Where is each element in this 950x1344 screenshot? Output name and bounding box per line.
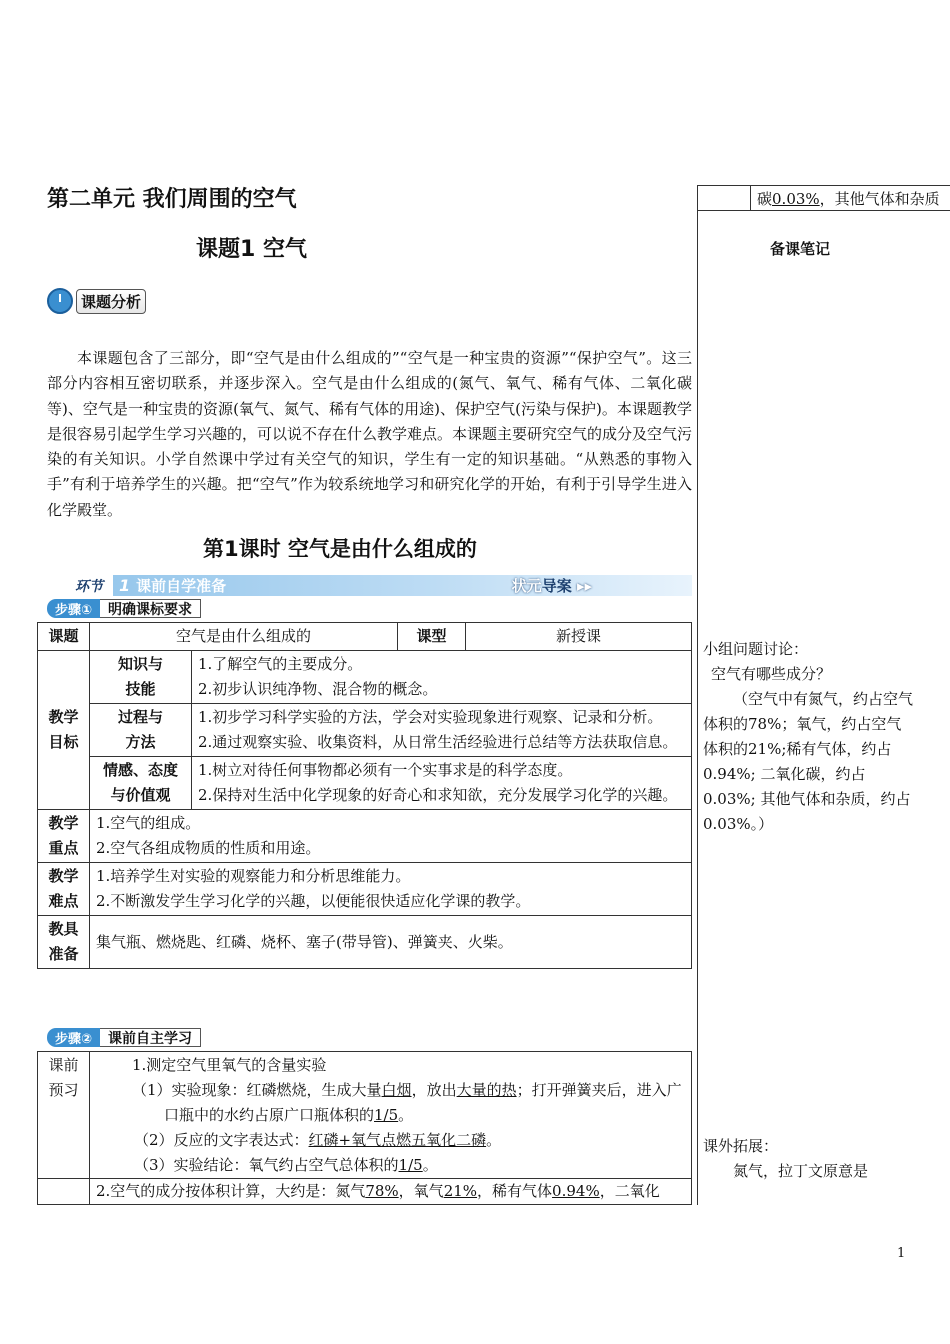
arrow-icon: ▸▸ xyxy=(576,577,592,595)
step-2-label: 课前自主学习 xyxy=(100,1028,201,1047)
knowledge-item: 1.了解空气的主要成分。 xyxy=(198,655,363,673)
prep-label: 教具准备 xyxy=(38,916,90,969)
difficult-item: 2.不断激发学生学习化学的兴趣，以便能很快适应化学课的教学。 xyxy=(96,892,531,910)
type-value: 新授课 xyxy=(466,623,692,651)
composition-answer: 78% xyxy=(365,1182,399,1200)
prep-value: 集气瓶、燃烧匙、红磷、烧杯、塞子(带导管)、弹簧夹、火柴。 xyxy=(90,916,692,969)
composition-text: 2.空气的成分按体积计算，大约是：氮气 xyxy=(96,1182,366,1200)
emotion-label: 情感、态度与价值观 xyxy=(90,757,192,810)
unit-title: 第二单元 我们周围的空气 xyxy=(47,187,297,212)
phenomenon-text: （1）实验现象：红磷燃烧，生成大量 xyxy=(132,1081,382,1099)
type-label: 课型 xyxy=(398,623,466,651)
experiment-phenomenon xyxy=(96,1078,685,1128)
discussion-answer: （空气中有氮气，约占空气体积的78%；氧气，约占空气体积的21%;稀有气体，约占0.94%; 二氧化碳，约占0.03%; 其他气体和杂质，约占0.03%。） xyxy=(703,690,914,833)
phenomenon-text: 。 xyxy=(398,1106,414,1124)
key-item: 1.空气的组成。 xyxy=(96,814,201,832)
analysis-paragraph: 本课题包含了三部分，即“空气是由什么组成的”“空气是一种宝贵的资源”“保护空气”。这三部分内容相互密切联系，并逐步深入。空气是由什么组成的(氮气、氧气、稀有气体、二氧化碳等)、空气是一种宝贵的资源(氧气、氮气、稀有气体的用途)、保护空气(污染与保护)。本课题教学是很容易引起学生学习兴趣的，可以说不存在什么教学难点。本课题主要研究空气的成分及空气污染的有关知识。小学自然课中学过有关空气的知识，学生有一定的知识基础。“从熟悉的事物入手”有利于培养学生的兴趣。把“空气”作为较系统地学习和研究化学的开始，有利于引导学生进入化学殿堂。 xyxy=(47,349,693,519)
process-item: 1.初步学习科学实验的方法，学会对实验现象进行观察、记录和分析。 xyxy=(198,708,663,726)
knowledge-item: 2.初步认识纯净物、混合物的概念。 xyxy=(198,680,438,698)
notes-heading: 备课笔记 xyxy=(770,240,831,258)
phenomenon-text: ；打开弹簧夹后，进入广口瓶中的水约占原广口瓶体积的 xyxy=(164,1081,682,1124)
preview-table xyxy=(37,1051,692,1205)
composition-text: ，二氧化 xyxy=(599,1182,660,1200)
banner-right-b: 导案 xyxy=(541,577,572,595)
extension xyxy=(703,1134,913,1184)
topic-label: 课题 xyxy=(38,623,90,651)
conclusion-text: 。 xyxy=(422,1156,438,1174)
knowledge-label: 知识与技能 xyxy=(90,651,192,704)
curriculum-table xyxy=(37,622,692,969)
banner-number: 1 xyxy=(119,576,131,595)
preview-cell xyxy=(90,1052,692,1179)
conclusion-text: （3）实验结论：氧气约占空气总体积的 xyxy=(134,1156,399,1174)
emotion-item: 2.保持对生活中化学现象的好奇心和求知欲，充分发展学习化学的兴趣。 xyxy=(198,786,678,804)
composition-text: ，氧气 xyxy=(398,1182,444,1200)
difficult-label: 教学难点 xyxy=(38,863,90,916)
goals-label: 教学目标 xyxy=(38,651,90,810)
composition-answer: 21% xyxy=(443,1182,478,1200)
key-item: 2.空气各组成物质的性质和用途。 xyxy=(96,839,321,857)
notes-column-divider xyxy=(697,185,698,1205)
equation-answer: 红磷+氧气点燃五氧化二磷 xyxy=(308,1131,487,1149)
key-cell xyxy=(90,810,692,863)
continuation-text xyxy=(751,188,940,209)
topic-value: 空气是由什么组成的 xyxy=(90,623,398,651)
group-discussion xyxy=(703,637,913,837)
composition-answer: 0.94% xyxy=(552,1182,600,1200)
experiment-conclusion xyxy=(96,1153,685,1178)
continuation-row xyxy=(697,185,950,211)
knowledge-cell xyxy=(192,651,692,704)
banner-right xyxy=(512,575,592,596)
page-number: 1 xyxy=(897,1246,906,1261)
step-2 xyxy=(47,1028,201,1047)
stage-banner xyxy=(47,575,692,596)
analysis-badge-label: 课题分析 xyxy=(76,289,146,314)
empty-cell xyxy=(38,1179,90,1205)
key-label: 教学重点 xyxy=(38,810,90,863)
preview-label: 课前预习 xyxy=(38,1052,90,1179)
discussion-question: 空气有哪些成分？ xyxy=(711,665,832,683)
banner-right-a: 状元 xyxy=(511,577,542,595)
extension-text: 氮气，拉丁文原意是 xyxy=(733,1162,869,1180)
emotion-item: 1.树立对待任何事物都必须有一个实事求是的科学态度。 xyxy=(198,761,573,779)
composition-text: ，稀有气体 xyxy=(477,1182,553,1200)
lesson-title: 课题1 空气 xyxy=(196,237,307,262)
extension-title: 课外拓展： xyxy=(703,1137,779,1155)
process-cell xyxy=(192,704,692,757)
analysis-badge xyxy=(47,288,146,314)
phenomenon-answer: 大量的热 xyxy=(456,1081,517,1099)
difficult-cell xyxy=(90,863,692,916)
section-title: 第1课时 空气是由什么组成的 xyxy=(203,537,477,561)
emotion-cell xyxy=(192,757,692,810)
continuation-part: ，其他气体和杂质 xyxy=(819,189,940,208)
continuation-label-cell xyxy=(698,186,751,210)
difficult-item: 1.培养学生对实验的观察能力和分析思维能力。 xyxy=(96,867,411,885)
process-item: 2.通过观察实验、收集资料，从日常生活经验进行总结等方法获取信息。 xyxy=(198,733,678,751)
banner-huanjie: 环节 xyxy=(47,575,113,596)
clock-icon xyxy=(47,288,73,314)
experiment-title: 1.测定空气里氧气的含量实验 xyxy=(132,1056,327,1074)
banner-title: 课前自学准备 xyxy=(136,577,227,595)
continuation-answer: 0.03% xyxy=(772,189,820,208)
process-label: 过程与方法 xyxy=(90,704,192,757)
phenomenon-answer: 1/5 xyxy=(374,1106,399,1124)
step-2-pill: 步骤② xyxy=(47,1028,100,1047)
experiment-equation xyxy=(96,1128,685,1153)
step-1-pill: 步骤① xyxy=(47,599,100,618)
equation-text: （2）反应的文字表达式： xyxy=(134,1131,309,1149)
phenomenon-answer: 白烟 xyxy=(381,1081,412,1099)
step-1 xyxy=(47,599,201,618)
discussion-title: 小组问题讨论： xyxy=(703,640,809,658)
step-1-label: 明确课标要求 xyxy=(100,599,201,618)
equation-text: 。 xyxy=(486,1131,502,1149)
composition-cell xyxy=(90,1179,692,1205)
conclusion-answer: 1/5 xyxy=(398,1156,423,1174)
phenomenon-text: ，放出 xyxy=(411,1081,457,1099)
continuation-part: 碳 xyxy=(757,189,773,208)
